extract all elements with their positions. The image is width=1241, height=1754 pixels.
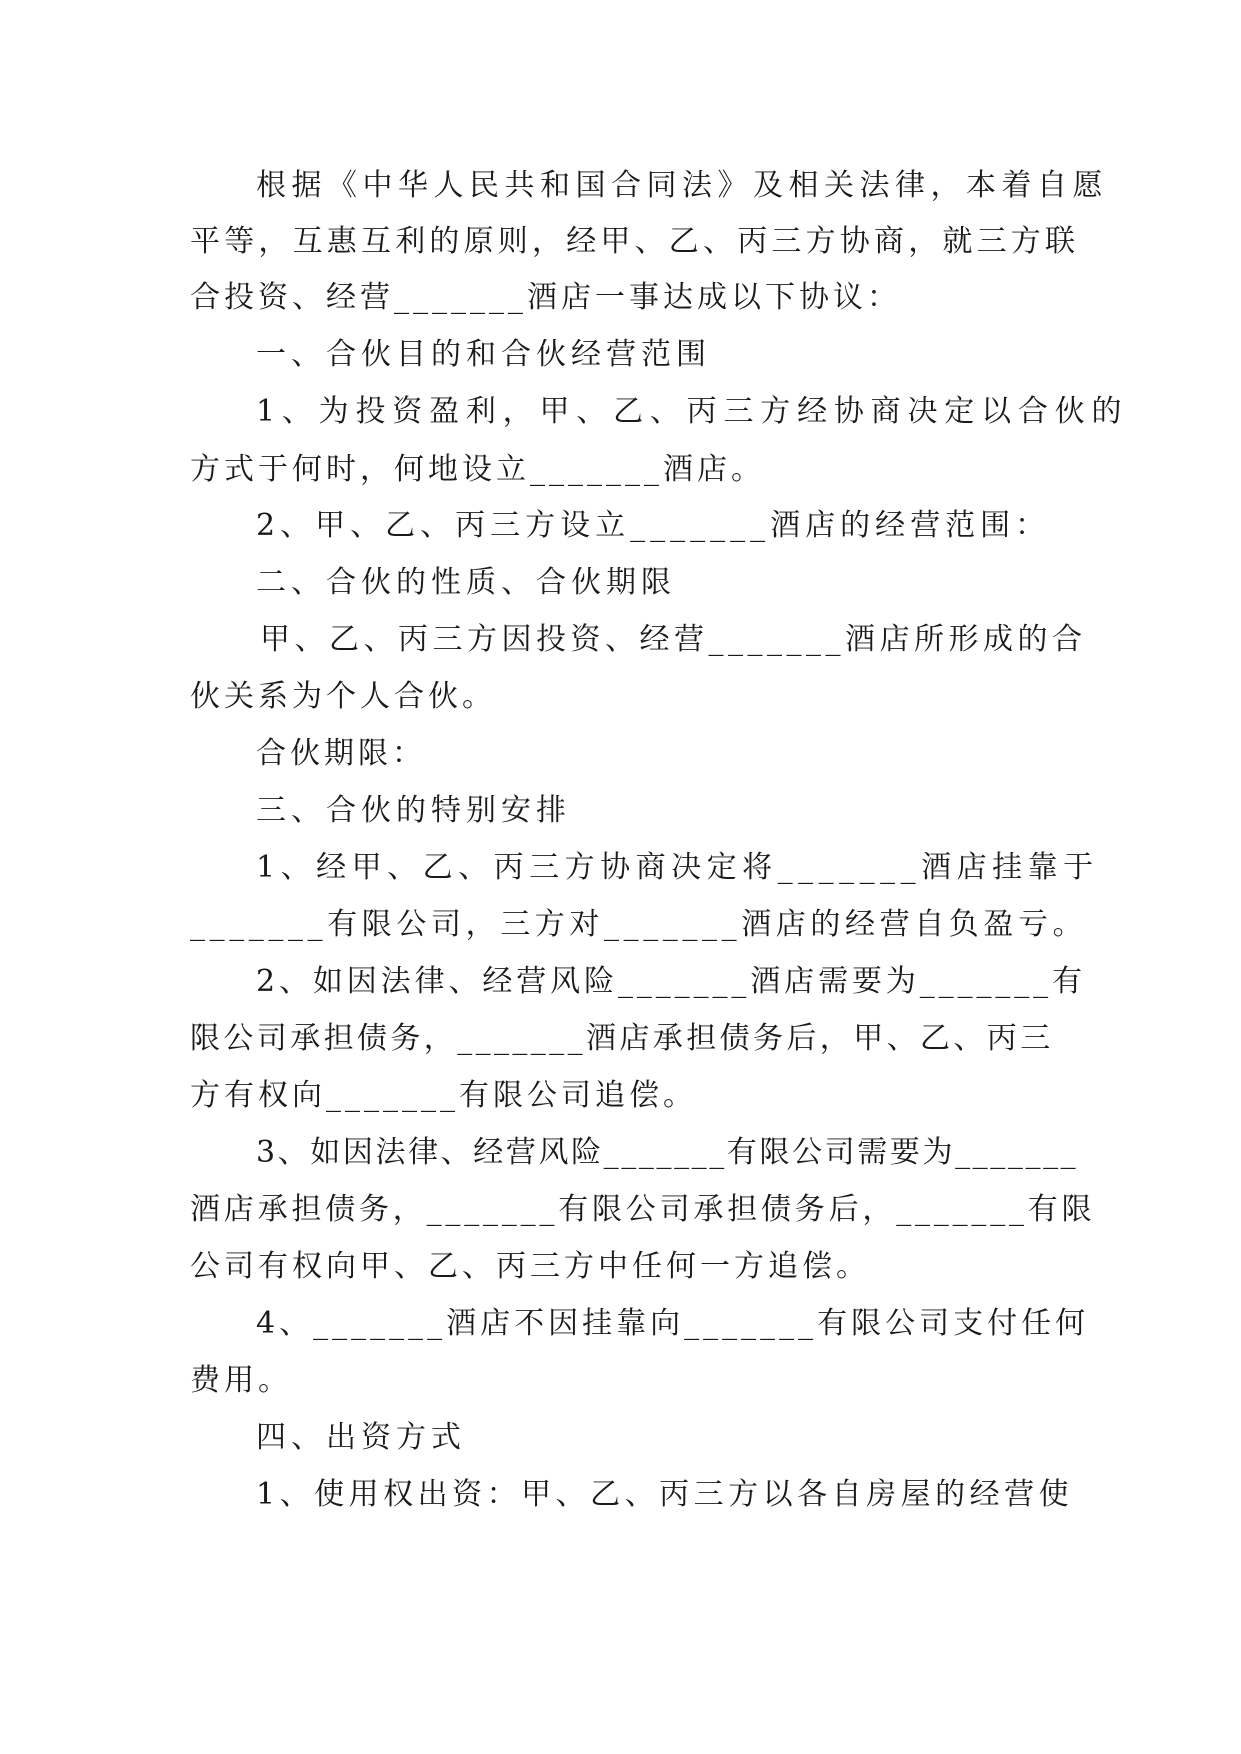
body-text-line: 方式于何时，何地设立_______酒店。 bbox=[190, 452, 765, 487]
body-text-line: 甲、乙、丙三方因投资、经营_______酒店所形成的合 bbox=[260, 622, 1087, 657]
body-text-line: 1、使用权出资：甲、乙、丙三方以各自房屋的经营使 bbox=[256, 1477, 1074, 1512]
body-text-line: 2、甲、乙、丙三方设立_______酒店的经营范围： bbox=[256, 508, 1051, 543]
section-heading: 三、合伙的特别安排 bbox=[256, 793, 571, 828]
body-text-line: 限公司承担债务，_______酒店承担债务后，甲、乙、丙三 bbox=[190, 1021, 1054, 1056]
body-text-line: 伙关系为个人合伙。 bbox=[190, 679, 496, 714]
section-heading: 二、合伙的性质、合伙期限 bbox=[256, 565, 676, 600]
section-heading: 一、合伙目的和合伙经营范围 bbox=[256, 337, 711, 372]
body-text-line: 费用。 bbox=[190, 1363, 292, 1398]
body-text-line: _______有限公司，三方对_______酒店的经营自负盈亏。 bbox=[190, 907, 1088, 942]
section-heading: 四、出资方式 bbox=[256, 1420, 466, 1455]
body-text-line: 合投资、经营_______酒店一事达成以下协议： bbox=[190, 280, 901, 315]
body-text-line: 3、如因法律、经营风险_______有限公司需要为_______ bbox=[256, 1135, 1079, 1170]
body-text-line: 方有权向_______有限公司追偿。 bbox=[190, 1078, 697, 1113]
body-text-line: 1、经甲、乙、丙三方协商决定将_______酒店挂靠于 bbox=[256, 850, 1099, 885]
body-text-line: 4、_______酒店不因挂靠向_______有限公司支付任何 bbox=[256, 1306, 1090, 1341]
body-text-line: 2、如因法律、经营风险_______酒店需要为_______有 bbox=[256, 964, 1086, 999]
body-text-line: 合伙期限： bbox=[256, 736, 426, 771]
body-text-line: 酒店承担债务，_______有限公司承担债务后，_______有限 bbox=[190, 1192, 1096, 1227]
body-text-line: 根据《中华人民共和国合同法》及相关法律，本着自愿 bbox=[256, 168, 1108, 203]
body-text-line: 平等，互惠互利的原则，经甲、乙、丙三方协商，就三方联 bbox=[190, 224, 1080, 259]
body-text-line: 1、为投资盈利，甲、乙、丙三方经协商决定以合伙的 bbox=[256, 394, 1129, 429]
body-text-line: 公司有权向甲、乙、丙三方中任何一方追偿。 bbox=[190, 1249, 870, 1284]
